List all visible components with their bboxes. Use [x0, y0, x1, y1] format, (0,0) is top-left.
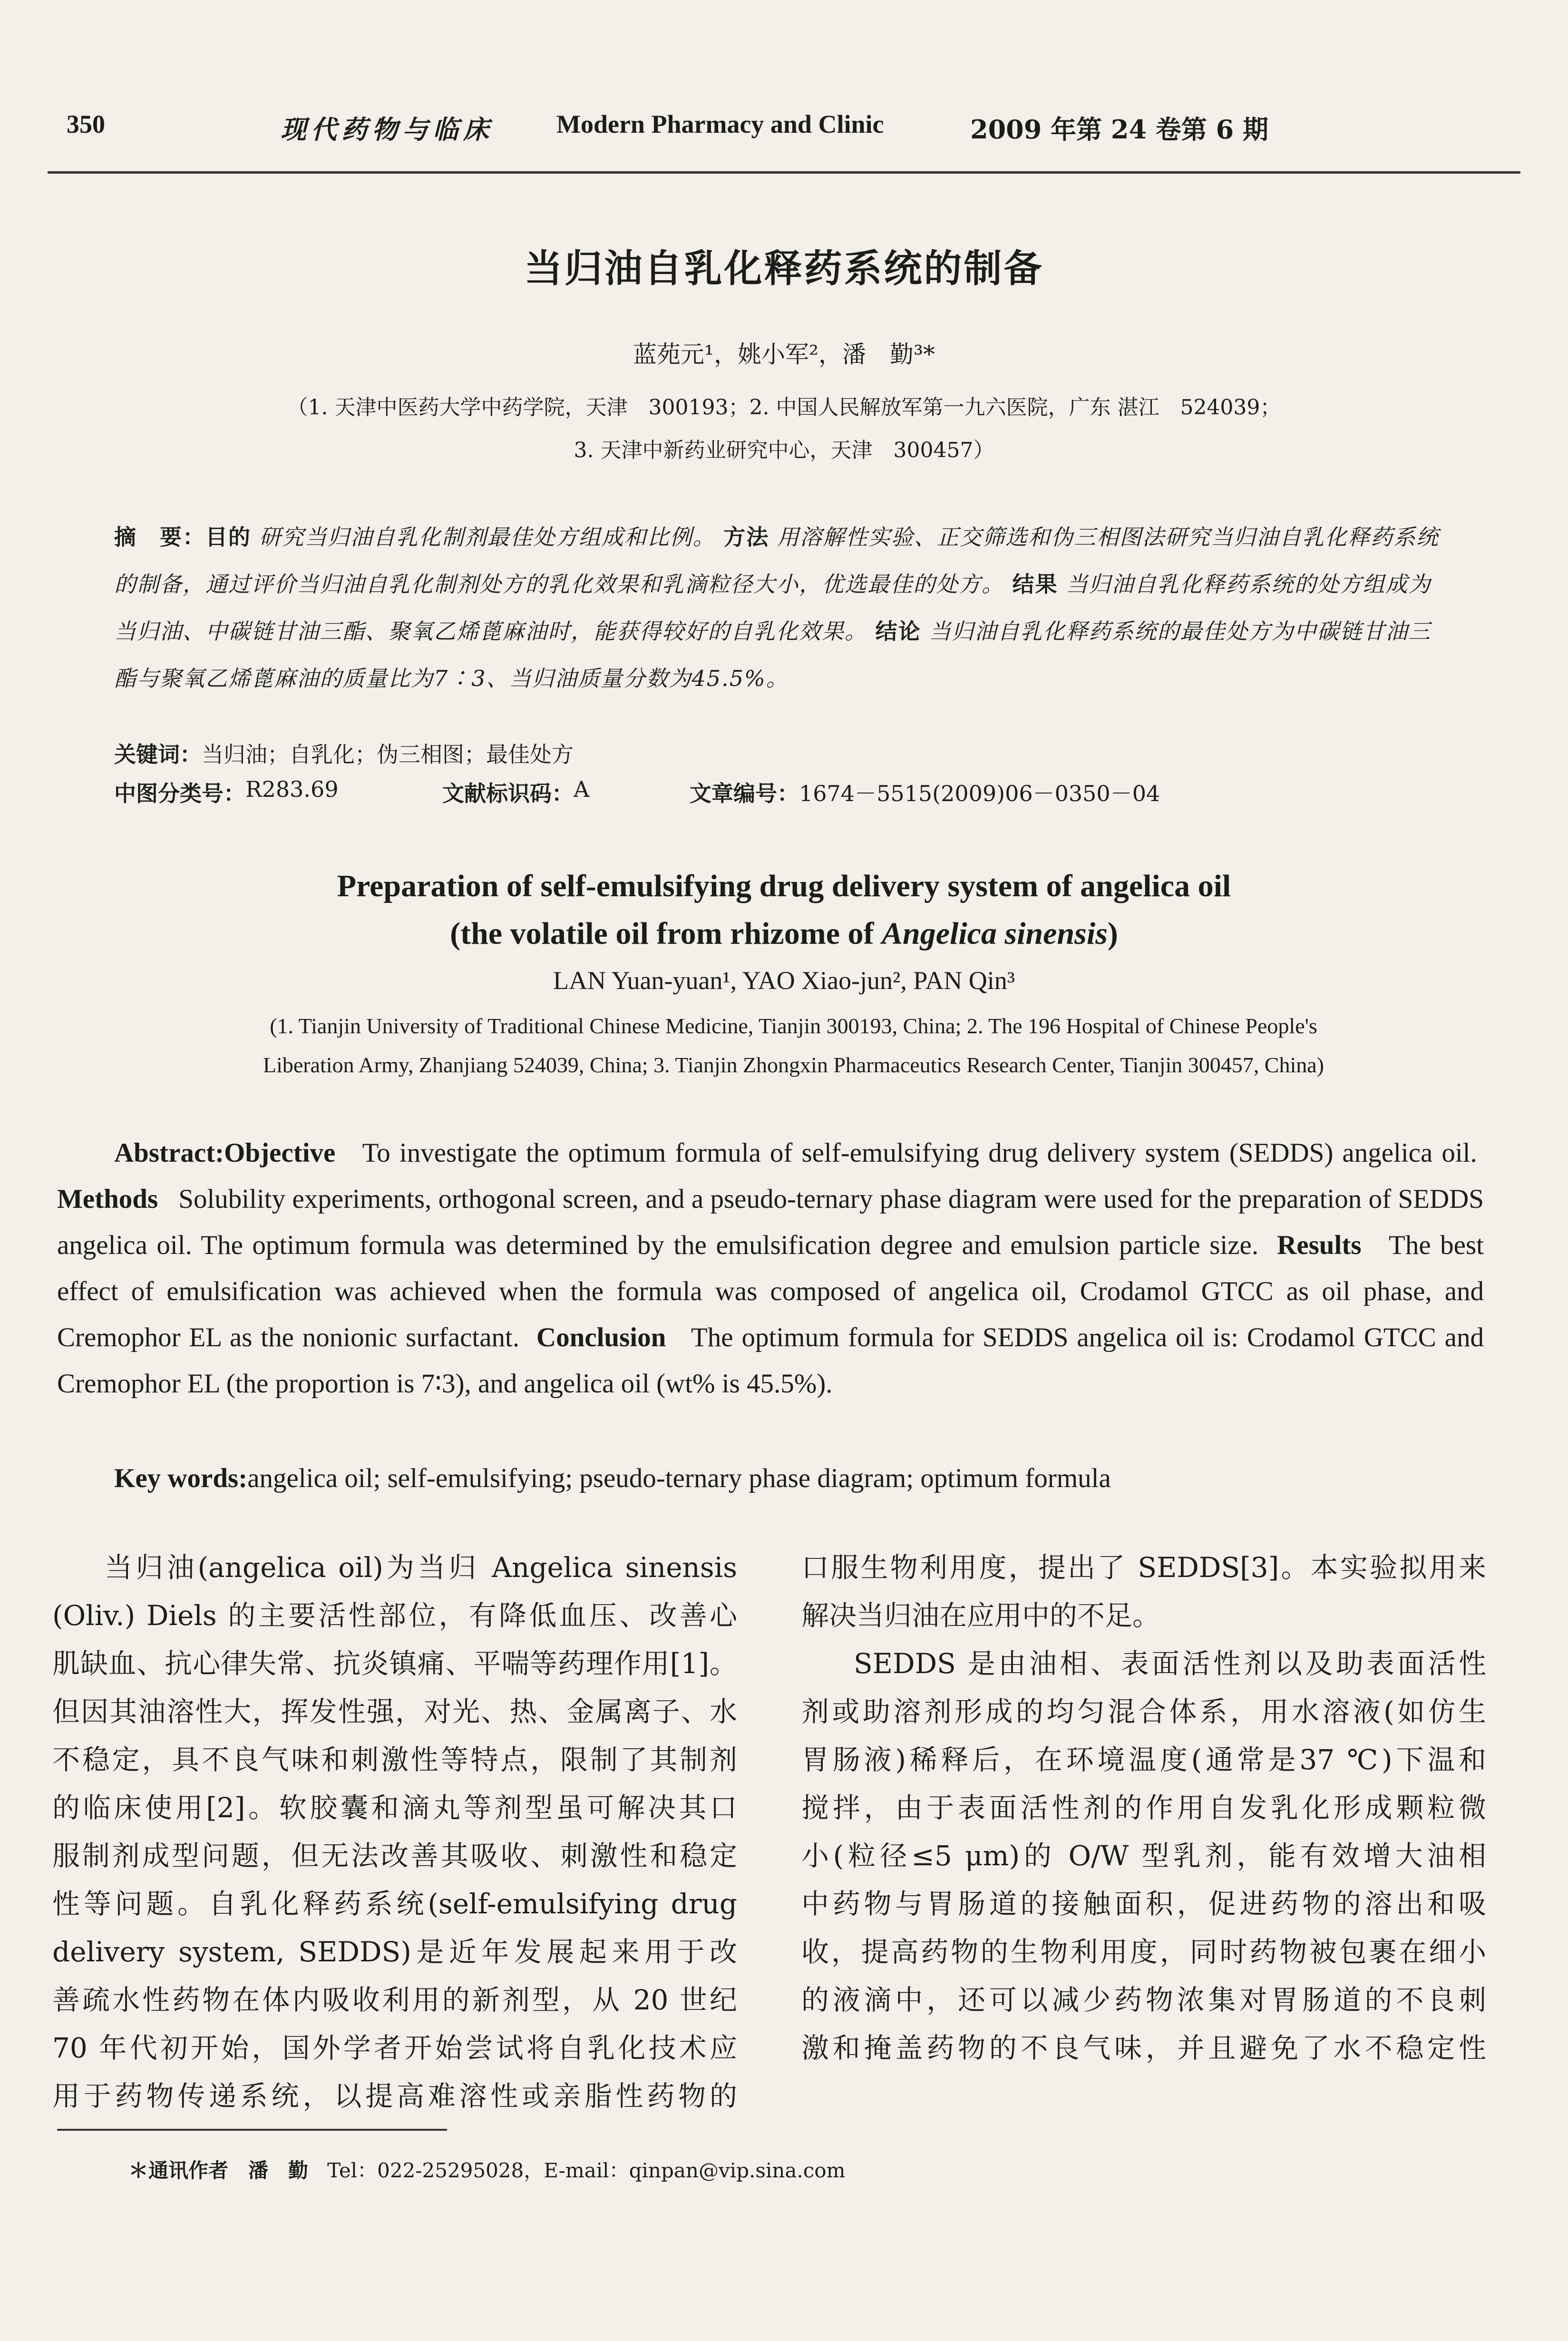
abstract-cn-label: 摘 要：: [114, 524, 205, 550]
keywords-en: [114, 1463, 1111, 1494]
methods-label-en: Methods: [57, 1184, 158, 1214]
objective-text-en: To investigate the optimum formula of self-emulsifying drug delivery system (SEDDS) angelica oil.: [362, 1138, 1477, 1168]
conclusion-label-en: Conclusion: [536, 1322, 666, 1352]
body-line: 性等问题。自乳化释药系统(self-emulsifying drug: [52, 1888, 737, 1920]
methods-text-en: Solubility experiments, orthogonal screen, and a pseudo-ternary phase diagram were used for the preparation of SEDDS angelica oil. The optimum formula was determined by the emulsification degree and emulsion particle size.: [57, 1184, 1484, 1260]
footnote-label: ＊通讯作者 潘 勤: [128, 2159, 309, 2182]
article-number-label: 文章编号：: [690, 781, 799, 806]
keywords-cn: [114, 737, 574, 769]
body-line: 中药物与胃肠道的接触面积，促进药物的溶出和吸: [801, 1888, 1486, 1920]
subtitle-prefix: (the volatile oil from rhizome of: [450, 916, 882, 951]
body-line: 胃肠液)稀释后，在环境温度(通常是37 ℃)下温和: [801, 1744, 1486, 1776]
body-line: 用于药物传递系统，以提高难溶性或亲脂性药物的: [52, 2080, 737, 2112]
body-line: 收，提高药物的生物利用度，同时药物被包裹在细小: [801, 1936, 1486, 1968]
article-title-en: Preparation of self-emulsifying drug delivery system of angelica oil: [337, 869, 1231, 903]
conclusion-label-cn: 结论: [875, 618, 921, 644]
species-name: Angelica sinensis: [881, 916, 1108, 951]
header-divider: [48, 171, 1520, 174]
body-line: 善疏水性药物在体内吸收利用的新剂型，从 20 世纪: [52, 1984, 737, 2016]
body-line: (Oliv.) Diels 的主要活性部位，有降低血压、改善心: [52, 1599, 737, 1632]
affiliation-cn-line: 3. 天津中新药业研究中心，天津 300457）: [574, 438, 994, 462]
results-label-cn: 结果: [1012, 571, 1058, 597]
keywords-cn-label: 关键词：: [114, 742, 202, 767]
keywords-en-text: angelica oil; self-emulsifying; pseudo-ternary phase diagram; optimum formula: [247, 1463, 1111, 1493]
clc-label: 中图分类号：: [114, 781, 245, 806]
conclusion-text-cn: 当归油自乳化释药系统的最佳处方为中碳链甘油三酯与聚氧乙烯蓖麻油的质量比为7∶3、当归油质量分数为45.5%。: [114, 618, 1432, 691]
authors-cn: 蓝苑元¹，姚小军²，潘 勤³*: [633, 341, 935, 368]
journal-name-en: Modern Pharmacy and Clinic: [556, 110, 884, 138]
methods-text-cn: 用溶解性实验、正交筛选和伪三相图法研究当归油自乳化释药系统的制备，通过评价当归油自乳化制剂处方的乳化效果和乳滴粒径大小，优选最佳的处方。: [114, 524, 1439, 597]
authors-en: LAN Yuan-yuan¹, YAO Xiao-jun², PAN Qin³: [553, 966, 1015, 995]
footnote-divider: [57, 2129, 447, 2131]
abstract-en: [57, 1130, 1484, 1407]
journal-name-cn: 现代药物与临床: [281, 114, 494, 145]
body-line: 不稳定，具不良气味和刺激性等特点，限制了其制剂: [52, 1744, 737, 1776]
document-code: [442, 776, 590, 808]
body-line: 服制剂成型问题，但无法改善其吸收、刺激性和稳定: [52, 1840, 737, 1872]
body-line: 口服生物利用度，提出了 SEDDS[3]。本实验拟用来: [801, 1551, 1486, 1584]
document-code-value: A: [574, 776, 590, 802]
body-line: 解决当归油在应用中的不足。: [801, 1599, 1160, 1632]
body-line: delivery system, SEDDS)是近年发展起来用于改: [52, 1936, 737, 1968]
volume-issue: 2009 年第 24 卷第 6 期: [970, 114, 1269, 145]
body-line: 肌缺血、抗心律失常、抗炎镇痛、平喘等药理作用[1]。: [52, 1647, 737, 1680]
footnote-contact: Tel：022-25295028，E-mail：qinpan@vip.sina.com: [327, 2159, 846, 2182]
results-text-cn: 当归油自乳化释药系统的处方组成为当归油、中碳链甘油三酯、聚氧乙烯蓖麻油时，能获得较好的自乳化效果。: [114, 571, 1432, 644]
corresponding-author-footnote: [128, 2155, 845, 2184]
body-line: 的临床使用[2]。软胶囊和滴丸等剂型虽可解决其口: [52, 1792, 737, 1824]
body-line: 但因其油溶性大，挥发性强，对光、热、金属离子、水: [52, 1695, 737, 1728]
affiliation-en-line: Liberation Army, Zhanjiang 524039, China; 3. Tianjin Zhongxin Pharmaceutics Research Center, Tianjin 300457, China): [263, 1053, 1324, 1077]
affiliation-cn-line: （1. 天津中医药大学中药学院，天津 300193；2. 中国人民解放军第一九六医院，广东 湛江 524039；: [287, 395, 1281, 420]
body-line: 的液滴中，还可以减少药物浓集对胃肠道的不良刺: [801, 1984, 1486, 2016]
body-line: 剂或助溶剂形成的均匀混合体系，用水溶液(如仿生: [801, 1695, 1486, 1728]
affiliation-en-line: (1. Tianjin University of Traditional Chinese Medicine, Tianjin 300193, China; 2. The 196 Hospital of Chinese People's: [270, 1014, 1317, 1038]
objective-label-cn: 目的: [205, 524, 251, 550]
body-line: 激和掩盖药物的不良气味，并且避免了水不稳定性: [801, 2032, 1486, 2064]
article-number: [690, 776, 1160, 808]
running-header: [67, 109, 1501, 162]
subtitle-suffix: ): [1107, 916, 1118, 951]
clc-value: R283.69: [245, 776, 339, 802]
objective-label-en: Objective: [224, 1138, 336, 1168]
body-line: 搅拌，由于表面活性剂的作用自发乳化形成颗粒微: [801, 1792, 1486, 1824]
results-label-en: Results: [1277, 1230, 1362, 1260]
classification-row: [114, 776, 1446, 810]
abstract-cn: [114, 514, 1446, 702]
body-line: SEDDS 是由油相、表面活性剂以及助表面活性: [854, 1647, 1486, 1680]
article-subtitle-en: [0, 916, 1568, 952]
methods-label-cn: 方法: [723, 524, 769, 550]
keywords-cn-text: 当归油；自乳化；伪三相图；最佳处方: [202, 742, 574, 767]
article-title-cn: 当归油自乳化释药系统的制备: [524, 246, 1044, 291]
objective-text-cn: 研究当归油自乳化制剂最佳处方组成和比例。: [259, 524, 716, 550]
clc-code: [114, 776, 339, 808]
body-line: 小(粒径≤5 μm)的 O/W 型乳剂，能有效增大油相: [801, 1840, 1486, 1872]
article-number-value: 1674－5515(2009)06－0350－04: [799, 781, 1160, 806]
results-text-en: The best effect of emulsification was achieved when the formula was composed of angelica oil, Crodamol GTCC as oil phase, and Cremophor EL as the nonionic surfactant.: [57, 1230, 1484, 1352]
conclusion-text-en: The optimum formula for SEDDS angelica oil is: Crodamol GTCC and Cremophor EL (the proportion is 7∶3), and angelica oil (wt% is 45.5%).: [57, 1322, 1484, 1399]
body-column-left: [52, 1544, 737, 2120]
body-line: 当归油(angelica oil)为当归 Angelica sinensis: [105, 1551, 737, 1584]
page-number: 350: [67, 110, 105, 138]
body-line: 70 年代初开始，国外学者开始尝试将自乳化技术应: [52, 2032, 737, 2064]
document-code-label: 文献标识码：: [442, 781, 574, 806]
body-column-right: [801, 1544, 1486, 2072]
keywords-en-label: Key words:: [114, 1463, 248, 1493]
abstract-en-label: Abstract:: [114, 1138, 224, 1168]
